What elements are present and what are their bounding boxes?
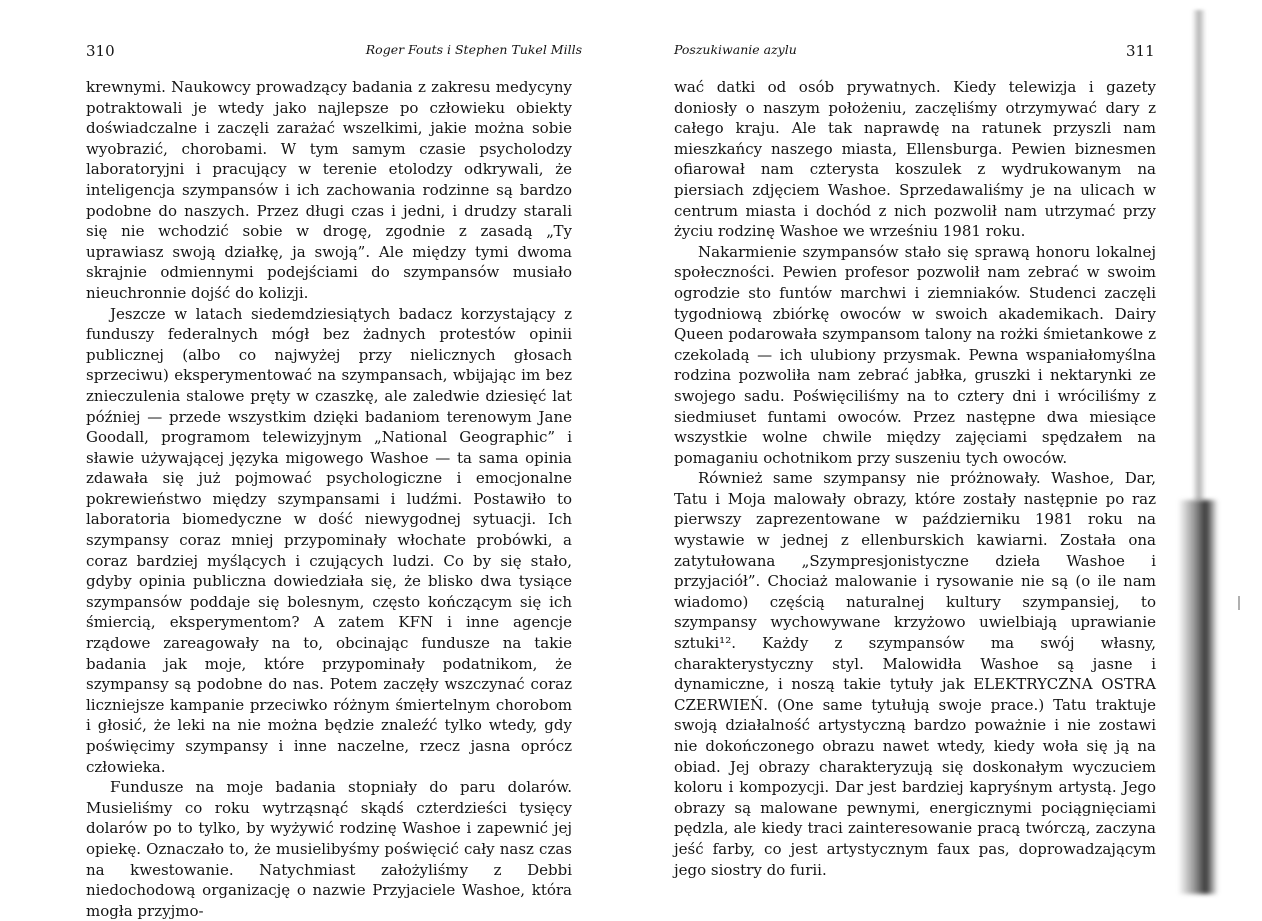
left-page-number: 310 bbox=[86, 42, 115, 60]
left-page bbox=[0, 0, 600, 920]
right-page bbox=[640, 0, 1262, 894]
left-text-column bbox=[86, 77, 572, 921]
right-page-number: 311 bbox=[1126, 42, 1155, 60]
left-running-head: Roger Fouts i Stephen Tukel Mills bbox=[365, 42, 582, 57]
left-paragraph-3: Fundusze na moje badania stopniały do paru dolarów. Musieliśmy co roku wytrząsnąć skądś czterdzieści tysięcy dolarów po to tylko, by wyżywić rodzinę Washoe i zapewnić jej opiekę. Oznaczało to, że musielibyśmy poświęcić cały nasz czas na kwestowanie. Natychmiast założyliśmy z Debbi niedochodową organizację o nazwie Przyjaciele Washoe, która mogła przyjmo- bbox=[86, 778, 572, 920]
scan-speck bbox=[1238, 596, 1240, 610]
right-paragraph-2: Nakarmienie szympansów stało się sprawą honoru lokalnej społeczności. Pewien profesor pozwolił nam zebrać w swoim ogrodzie sto funtów marchwi i ziemniaków. Studenci zaczęli tygodniową zbiórkę owoców w swoich akademikach. Dairy Queen podarowała szympansom talony na rożki śmietankowe z czekoladą — ich ulubiony przysmak. Pewna wspaniałomyślna rodzina pozwoliła nam zebrać jabłka, gruszki i nektarynki ze swojego sadu. Poświęciliśmy na to cztery dni i wróciliśmy z siedmiuset funtami owoców. Przez następne dwa miesiące wszystkie wolne chwile między zajęciami spędzałem na pomaganiu ochotnikom przy suszeniu tych owoców. bbox=[674, 242, 1156, 467]
right-text-column bbox=[674, 77, 1156, 880]
left-paragraph-2: Jeszcze w latach siedemdziesiątych badacz korzystający z funduszy federalnych mógł bez żadnych protestów opinii publicznej (albo co najwyżej przy nielicznych głosach sprzeciwu) eksperymentować na szympansach, wbijając im bez znieczulenia stalowe pręty w czaszkę, ale zaledwie dziesięć lat później — przede wszystkim dzięki badaniom terenowym Jane Goodall, programom telewizyjnym „National Geographic” i sławie używającej języka migowego Washoe — ta sama opinia zdawała się już pojmować psychologiczne i emocjonalne pokrewieństwo między szympansami i ludźmi. Postawiło to laboratoria biomedyczne w dość niewygodnej sytuacji. Ich szympansy coraz mniej przypominały włochate probówki, a coraz bardziej myślących i czujących ludzi. Co by się stało, gdyby opinia publiczna dowiedziała się, że blisko dwa tysiące szympansów poddaje się bolesnym, często kończącym się ich śmiercią, eksperymentom? A zatem KFN i inne agencje rządowe zareagowały na to, obcinając fundusze na takie badania jak moje, które przypominały podatnikom, że szympansy są podobne do nas. Potem zaczęły wszczynać coraz liczniejsze kampanie przeciwko różnym śmiertelnym chorobom i głosić, że leki na nie można będzie znaleźć tylko wtedy, gdy poświęcimy szympansy i inne naczelne, rzecz jasna oprócz człowieka. bbox=[86, 304, 572, 776]
right-paragraph-3: Również same szympansy nie próżnowały. Washoe, Dar, Tatu i Moja malowały obrazy, które zostały następnie po raz pierwszy zaprezentowane w październiku 1981 roku na wystawie w jednej z ellenburskich kawiarni. Została ona zatytułowana „Szympresjonistyczne dzieła Washoe i przyjaciół”. Chociaż malowanie i rysowanie nie są (o ile nam wiadomo) częścią naturalnej kultury szympansiej, to szympansy wychowywane krzyżowo uwielbiają uprawianie sztuki¹². Każdy z szympansów ma swój własny, charakterystyczny styl. Malowidła Washoe są jasne i dynamiczne, i noszą takie tytuły jak ELEKTRYCZNA OSTRA CZERWIEŃ. (One same tytułują swoje prace.) Tatu traktuje swoją działalność artystyczną bardzo poważnie i nie zostawi nie dokończonego obrazu nawet wtedy, kiedy woła się ją na obiad. Jej obrazy charakteryzują się doskonałym wyczuciem koloru i kompozycji. Dar jest bardziej kapryśnym artystą. Jego obrazy są malowane pewnymi, energicznymi pociągnięciami pędzla, ale kiedy traci zainteresowanie pracą twórczą, zaczyna jeść farby, co jest artystycznym faux pas, doprowadzającym jego siostry do furii. bbox=[674, 469, 1156, 879]
right-running-head: Poszukiwanie azylu bbox=[674, 42, 797, 57]
left-paragraph-1: krewnymi. Naukowcy prowadzący badania z zakresu medycyny potraktowali je wtedy jako najlepsze po człowieku obiekty doświadczalne i zaczęli zarażać wszelkimi, jakie można sobie wyobrazić, chorobami. W tym samym czasie psycholodzy laboratoryjni i pracujący w terenie etolodzy odkrywali, że inteligencja szympansów i ich zachowania rodzinne są bardzo podobne do naszych. Przez długi czas i jedni, i drudzy starali się nie wchodzić sobie w drogę, zgodnie z zasadą „Ty uprawiasz swoją działkę, ja swoją”. Ale między tymi dwoma skrajnie odmiennymi podejściami do szympansów musiało nieuchronnie dojść do kolizji. bbox=[86, 78, 572, 302]
right-paragraph-1: wać datki od osób prywatnych. Kiedy telewizja i gazety doniosły o naszym położeniu, zaczęliśmy otrzymywać dary z całego kraju. Ale tak naprawdę na ratunek przyszli nam mieszkańcy naszego miasta, Ellensburga. Pewien biznesmen ofiarował nam czterysta koszulek z wydrukowanym na piersiach zdjęciem Washoe. Sprzedawaliśmy je na ulicach w centrum miasta i dochód z nich pozwolił nam utrzymać przy życiu rodzinę Washoe we wrześniu 1981 roku. bbox=[674, 78, 1156, 241]
